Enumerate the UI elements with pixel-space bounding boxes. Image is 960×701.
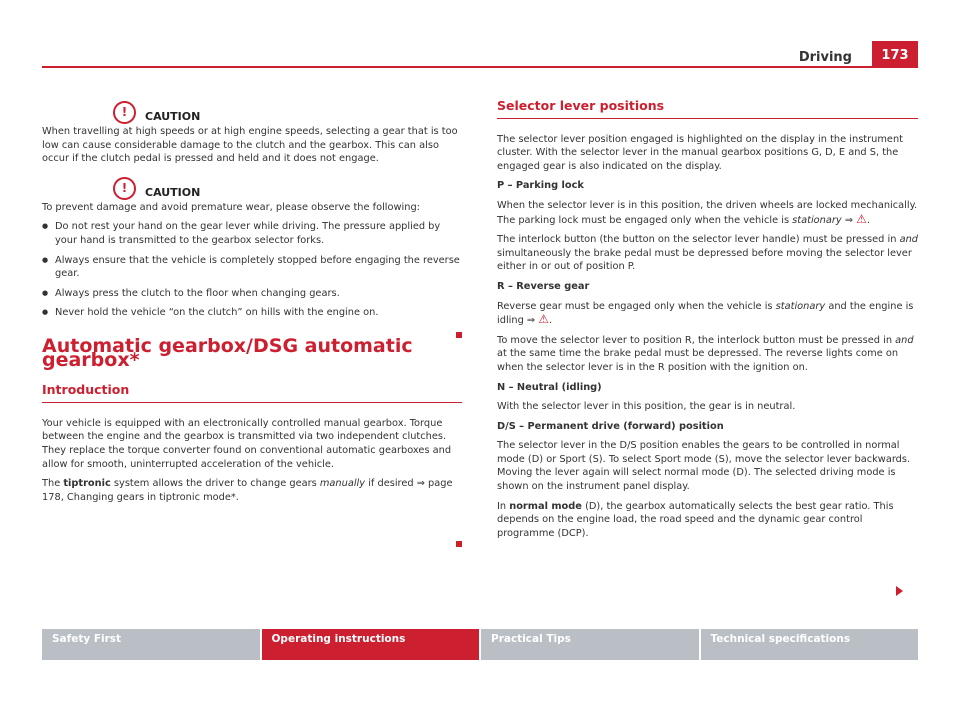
normal-mode-text: In normal mode (D), the gearbox automatically selects the best gear ratio. This depends on the engine load, the road speed and the dynamic gear control programme (DCP). — [497, 500, 894, 539]
subsection-title: Introduction — [42, 383, 462, 403]
page-number: 173 — [872, 41, 918, 67]
header-title: Driving — [798, 50, 852, 65]
caution-bullet: ● Do not rest your hand on the gear lever while driving. The pressure applied by your hand is transmitted to the gearbox selector forks. — [42, 220, 462, 247]
exclamation-circle-icon: ! — [113, 177, 136, 200]
parking-text: When the selector lever is in this position, the driven wheels are locked mechanically. The parking lock must be engaged only when the vehicle is stationary ⇒ ⚠. — [497, 199, 918, 226]
warning-triangle-icon[interactable]: ⚠ — [538, 312, 550, 327]
caution-intro: To prevent damage and avoid premature wear, please observe the following: — [42, 201, 420, 213]
section-title: Automatic gearbox/DSG automatic gearbox* — [42, 334, 413, 371]
parking-heading: P – Parking lock — [497, 180, 584, 192]
caution-bullet: ● Always press the clutch to the floor when changing gears. — [42, 287, 462, 301]
tab-operating-instructions[interactable]: Operating instructions — [262, 629, 480, 660]
neutral-text: With the selector lever in this position, the gear is in neutral. — [497, 401, 796, 413]
caution-block-2 — [42, 180, 462, 320]
reverse-heading: R – Reverse gear — [497, 280, 590, 292]
header-rule — [42, 66, 918, 68]
caution-text: When travelling at high speeds or at high engine speeds, selecting a gear that is too low can cause considerable damage to the clutch and the gearbox. This can also occur if the clutch pedal is pressed and held and it does not engage. — [42, 126, 458, 165]
reverse-text-2: To move the selector lever to position R, the interlock button must be pressed in and at the same time the brake pedal must be depressed. The reverse lights come on when the selector lever is in the R position with the ignition on. — [497, 334, 914, 373]
tab-safety-first[interactable]: Safety First — [42, 629, 260, 660]
footer-nav — [42, 629, 918, 660]
tab-technical-specifications[interactable]: Technical specifications — [701, 629, 919, 660]
caution-title: CAUTION — [145, 186, 201, 200]
left-column — [42, 104, 462, 510]
tab-practical-tips[interactable]: Practical Tips — [481, 629, 699, 660]
right-column — [497, 99, 918, 546]
drive-text: The selector lever in the D/S position enables the gears to be controlled in normal mode (D) or Sport (S). To select Sport mode (S), move the selector lever backwards. Moving the lever again will select normal mode (D). The selected driving mode is shown on the instrument panel display. — [497, 440, 911, 493]
tiptronic-paragraph: The tiptronic system allows the driver to change gears manually if desired ⇒ page 178, Changing gears in tiptronic mode*. — [42, 478, 453, 503]
chevron-right-icon — [896, 586, 903, 596]
exclamation-circle-icon: ! — [113, 101, 136, 124]
selector-title: Selector lever positions — [497, 99, 918, 119]
end-marker — [456, 541, 462, 547]
intro-paragraph: The selector lever position engaged is highlighted on the display in the instrument cluster. With the selector lever in the manual gearbox positions G, D, E and S, the engaged gear is also indicated on the display. — [497, 133, 904, 172]
caution-title: CAUTION — [145, 110, 201, 124]
intro-paragraph: Your vehicle is equipped with an electronically controlled manual gearbox. Torque between the engine and the gearbox is transmitted via two independent clutches. They replace the torque converter found on conventional automatic gearboxes and allow for smooth, uninterrupted acceleration of the vehicle. — [42, 417, 452, 470]
interlock-text: The interlock button (the button on the selector lever handle) must be pressed in and simultaneously the brake pedal must be depressed before moving the selector lever either in or out of position P. — [497, 234, 918, 273]
warning-triangle-icon[interactable]: ⚠ — [856, 211, 867, 226]
end-marker — [456, 332, 462, 338]
drive-heading: D/S – Permanent drive (forward) position — [497, 420, 724, 432]
neutral-heading: N – Neutral (idling) — [497, 381, 602, 393]
reverse-text: Reverse gear must be engaged only when the vehicle is stationary and the engine is idling ⇒ ⚠. — [497, 300, 914, 327]
caution-bullet: ● Never hold the vehicle “on the clutch” on hills with the engine on. — [42, 306, 462, 320]
caution-block-1 — [42, 104, 462, 166]
caution-bullet: ● Always ensure that the vehicle is completely stopped before engaging the reverse gear. — [42, 254, 462, 281]
